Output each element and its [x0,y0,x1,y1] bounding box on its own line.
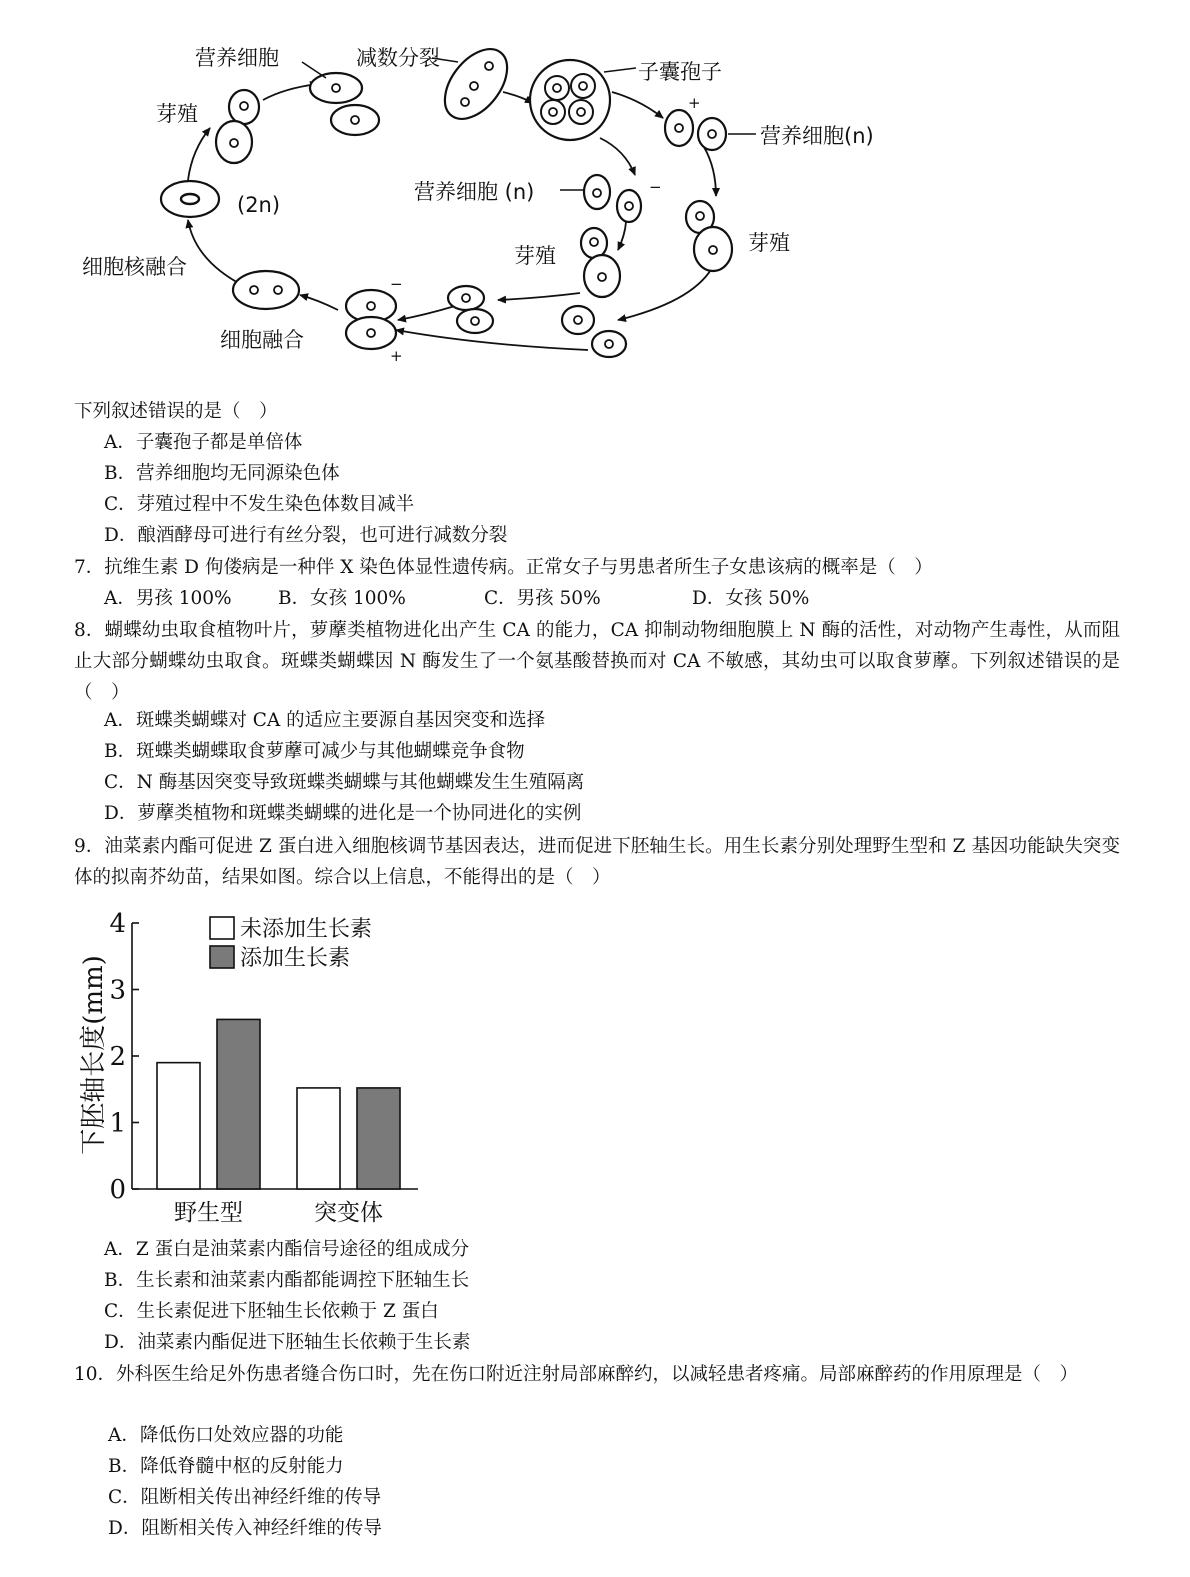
arrow-diploid-to-bud [188,128,210,180]
label-ascospore: 子囊孢子 [638,60,722,84]
label-diploid: (2n) [237,193,281,217]
q8-option-a: A．斑蝶类蝴蝶对 CA 的适应主要源自基因突变和选择 [104,710,546,731]
arrow-bottom-to-fusion [396,330,588,350]
label-budding-left: 芽殖 [156,102,198,126]
label-vegetative-mid: 营养细胞 (n) [414,180,535,204]
q10-stem: 10．外科医生给足外伤患者缝合伤口时，先在伤口附近注射局部麻醉约，以减轻患者疼痛。局部麻醉药的作用原理是（ ） [74,1364,1079,1385]
label-budding-right: 芽殖 [748,231,790,255]
q10-option-a: A．降低伤口处效应器的功能 [108,1425,344,1446]
legend-swatch-no-auxin [210,917,234,939]
label-karyogamy: 细胞核融合 [82,255,187,279]
q8-stem: 8．蝴蝶幼虫取食植物叶片，萝藦类植物进化出产生 CA 的能力，CA 抑制动物细胞膜上 N 酶的活性，对动物产生毒性，从而阻止大部分蝴蝶幼虫取食。斑蝶类蝴蝶因 N 酶发生了一个氨基酸替换而对 CA 不敏感，其幼虫可以取食萝藦。下列叙述错误的是（ ） [74,620,1120,703]
q6-option-c: C．芽殖过程中不发生染色体数目减半 [104,494,415,515]
bar-wildtype-no-auxin [157,1063,200,1189]
plus-sign: + [688,94,701,112]
q8-option-b: B．斑蝶类蝴蝶取食萝藦可减少与其他蝴蝶竞争食物 [104,741,525,762]
legend-label-no-auxin: 未添加生长素 [240,917,373,942]
q9-option-c: C．生长素促进下胚轴生长依赖于 Z 蛋白 [104,1301,439,1322]
q7-option-a: A．男孩 100% [104,588,232,609]
q6-option-b: B．营养细胞均无同源染色体 [104,463,340,484]
arrow-fusion-to-karyogamy [300,295,338,310]
label-budding-mid: 芽殖 [514,244,556,268]
arrow-pair-to-fusion [398,306,455,320]
q9-option-b: B．生长素和油菜素内酯都能调控下胚轴生长 [104,1270,470,1291]
y-tick-label: 4 [109,909,126,939]
x-category-label: 突变体 [314,1200,383,1226]
plus-sign: + [390,347,403,365]
q10-option-c: C．阻断相关传出神经纤维的传导 [108,1487,382,1508]
q7-option-c: C．男孩 50% [484,588,601,609]
cell-karyogamy [233,271,299,309]
y-tick-label: 2 [109,1042,126,1072]
arrow-right-bottom [618,260,716,320]
yeast-life-cycle-diagram [0,0,1190,400]
y-tick-label: 3 [109,975,126,1006]
x-category-label: 野生型 [174,1200,243,1226]
q7-stem: 7．抗维生素 D 佝偻病是一种伴 X 染色体显性遗传病。正常女子与男患者所生子女患该病的概率是（ ） [74,557,933,578]
q8-option-d: D．萝藦类植物和斑蝶类蝴蝶的进化是一个协同进化的实例 [104,803,582,824]
q6-stem: 下列叙述错误的是（ ） [74,401,278,422]
arrow-mid-to-pair [498,293,580,300]
q7-option-d: D．女孩 50% [692,588,810,609]
arrow-right-down [704,147,716,196]
bar-wildtype-auxin [217,1019,260,1189]
q10-option-d: D．阻断相关传入神经纤维的传导 [108,1518,382,1539]
chart-y-axis-label: 下胚轴长度(mm) [79,955,109,1155]
bar-mutant-auxin [357,1088,400,1189]
q9-stem: 9．油菜素内酯可促进 Z 蛋白进入细胞核调节基因表达，进而促进下胚轴生长。用生长素分别处理野生型和 Z 基因功能缺失突变体的拟南芥幼苗，结果如图。综合以上信息，不能得出的是（ ） [74,836,1120,888]
y-tick-label: 0 [109,1175,126,1205]
minus-sign: − [390,275,403,293]
label-plasmogamy: 细胞融合 [220,328,304,352]
q10-option-b: B．降低脊髓中枢的反射能力 [108,1456,344,1477]
label-meiosis: 减数分裂 [356,46,440,70]
legend-swatch-auxin [210,946,234,968]
q8-option-c: C．N 酶基因突变导致斑蝶类蝴蝶与其他蝴蝶发生生殖隔离 [104,772,585,793]
ascus [530,60,610,140]
arrow-ascus-to-mid-cells [600,138,635,175]
minus-sign: − [649,178,662,196]
q7-option-b: B．女孩 100% [278,588,406,609]
hypocotyl-length-chart [60,905,440,1230]
q6-option-a: A．子囊孢子都是单倍体 [104,432,303,453]
label-vegetative-right: 营养细胞(n) [760,124,874,148]
arrow-ascus-to-right-cells [612,92,663,118]
q9-option-d: D．油菜素内酯促进下胚轴生长依赖于生长素 [104,1332,471,1353]
y-tick-label: 1 [109,1108,126,1139]
arrow-meiosis-to-ascus [503,92,533,103]
arrow-karyogamy-to-diploid [188,220,242,285]
q6-option-d: D．酿酒酵母可进行有丝分裂，也可进行减数分裂 [104,525,508,546]
bar-mutant-no-auxin [297,1088,340,1189]
q9-option-a: A．Z 蛋白是油菜素内酯信号途径的组成成分 [104,1239,470,1260]
label-vegetative-top: 营养细胞 [195,46,279,70]
legend-label-auxin: 添加生长素 [240,946,351,971]
arrow-mid-down [618,222,626,250]
